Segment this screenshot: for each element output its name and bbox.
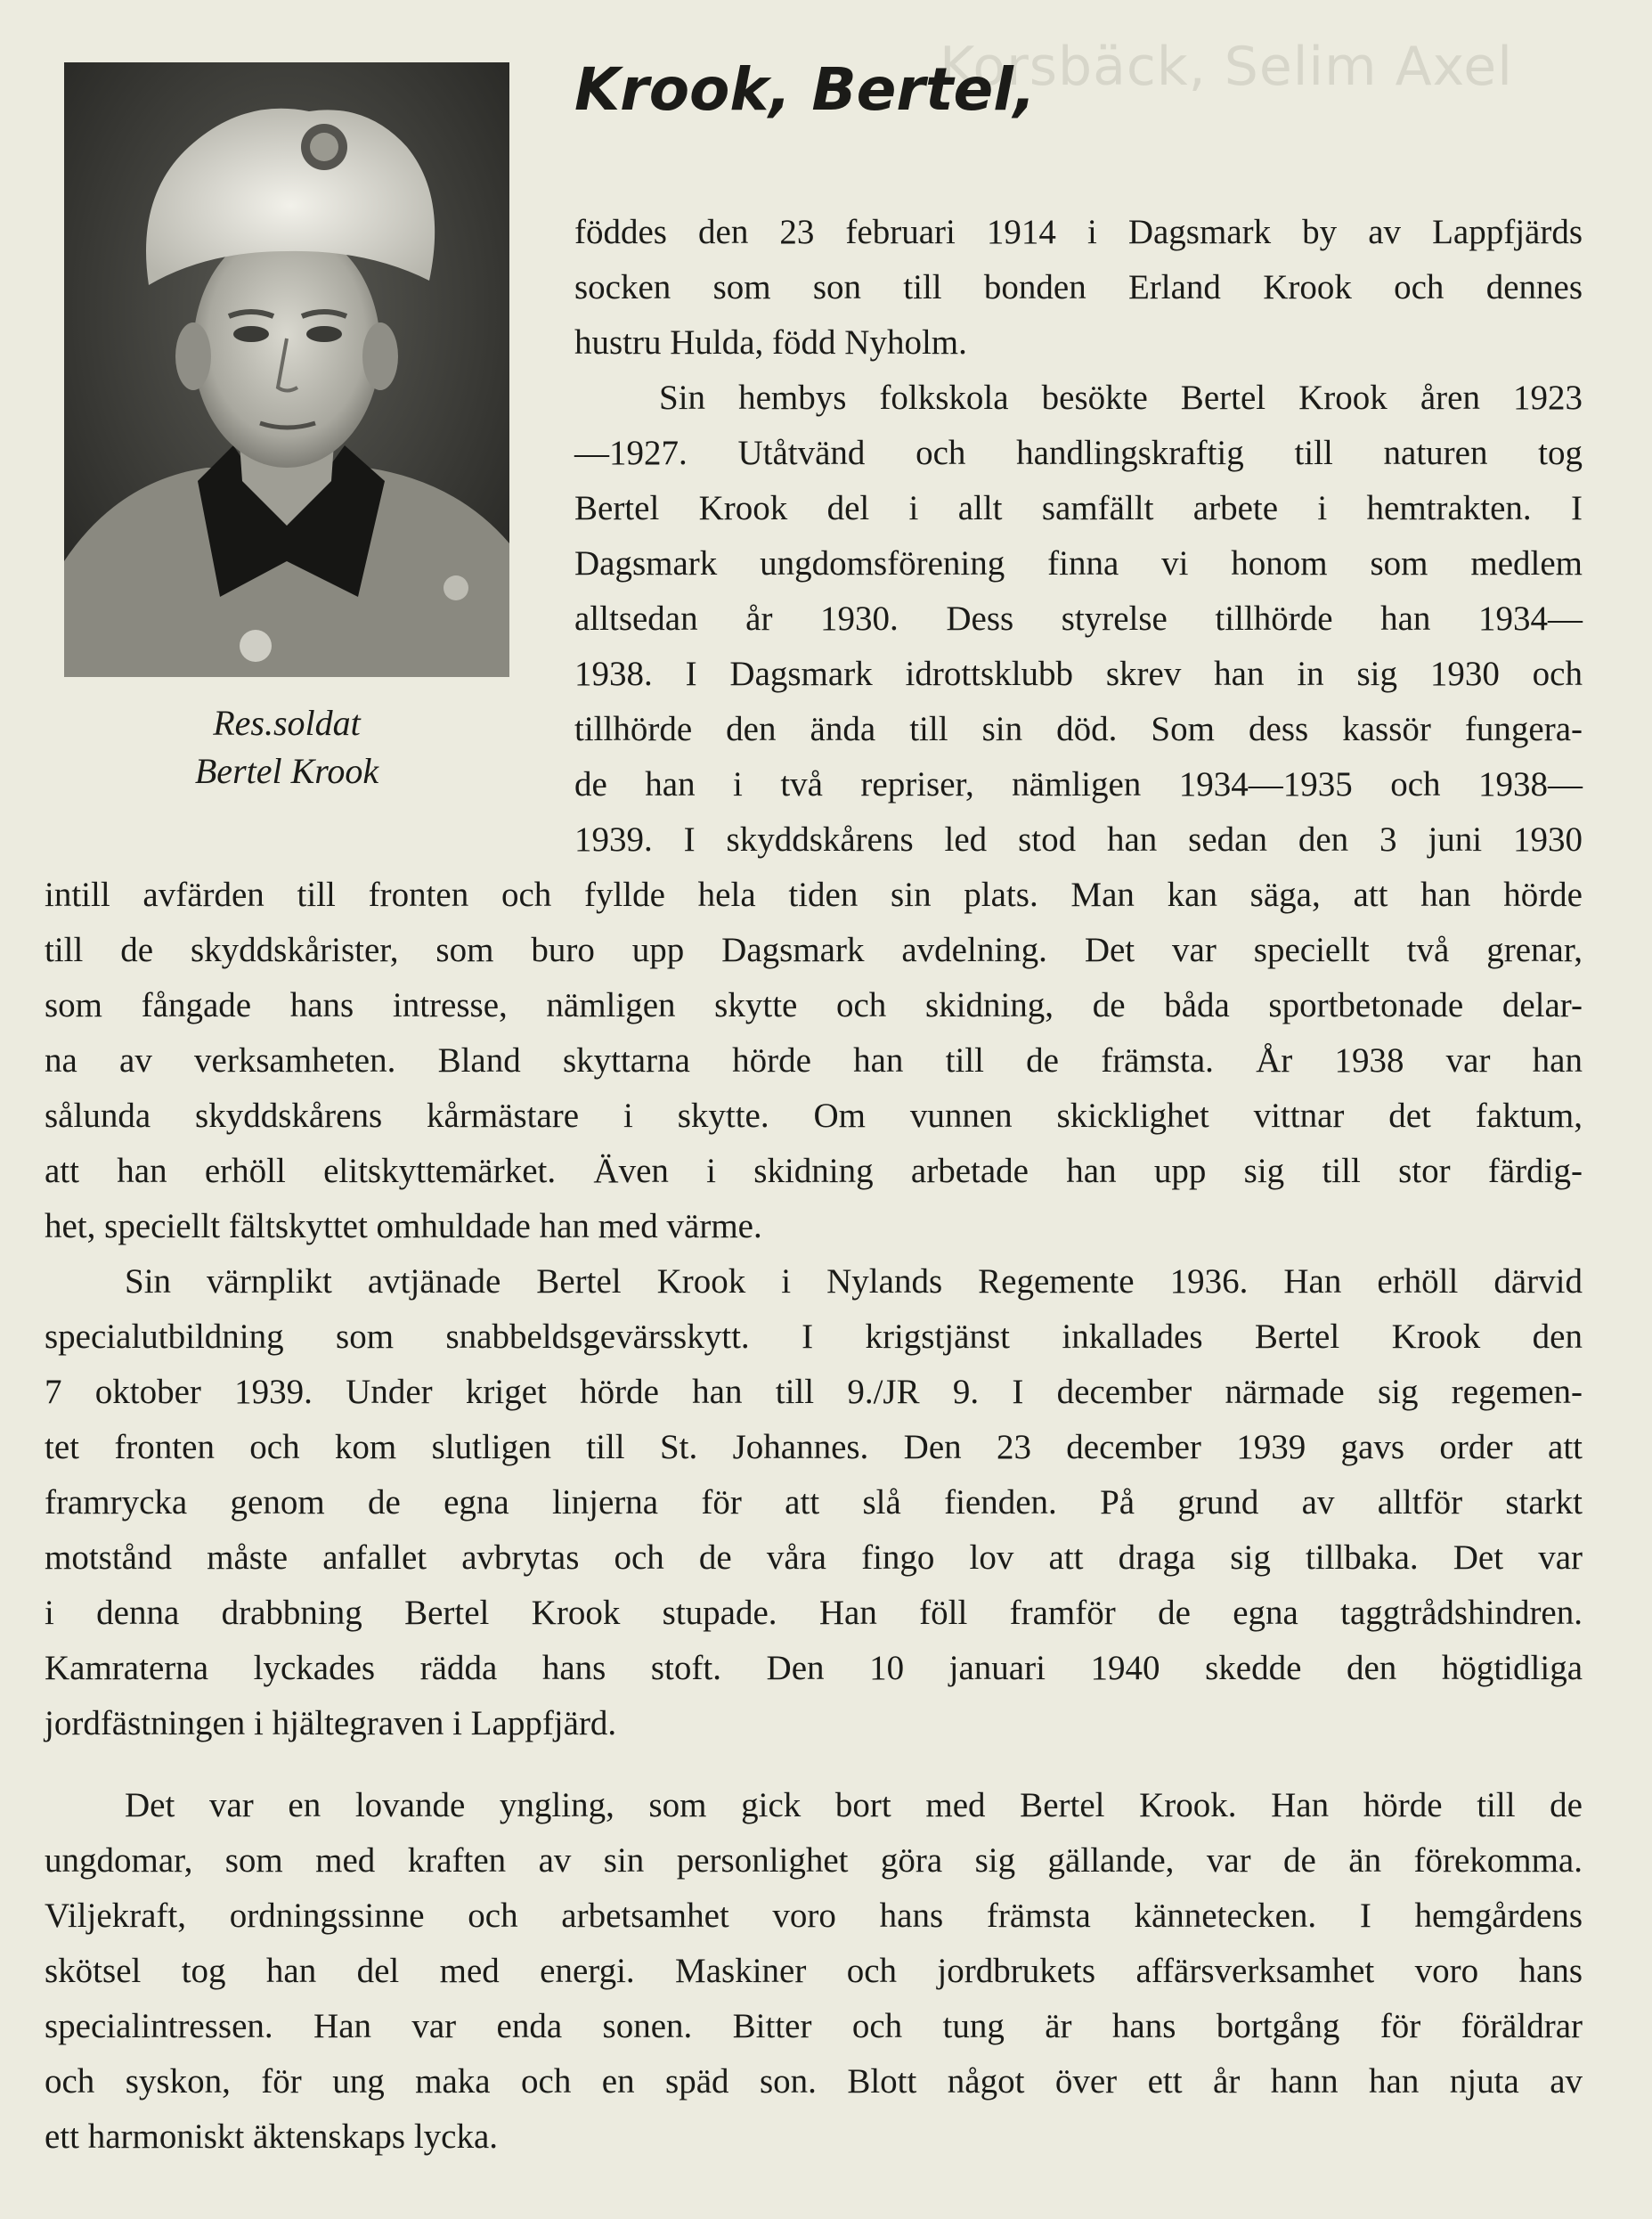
text-line: specialintressen. Han var enda sonen. Bitter och tung är hans bortgång för föräldrar <box>45 2007 1583 2045</box>
text-line: Dagsmark ungdomsförening finna vi honom som medlem <box>574 544 1583 583</box>
caption-name: Bertel Krook <box>194 751 379 791</box>
text-line: ett harmoniskt äktenskaps lycka. <box>45 2117 499 2156</box>
text-line: de han i två repriser, nämligen 1934—1935 och 1938— <box>574 765 1583 804</box>
text-line: Bertel Krook del i allt samfällt arbete i hemtrakten. I <box>574 489 1583 527</box>
photo-caption <box>64 699 509 795</box>
text-line: na av verksamheten. Bland skyttarna hörde han till de främsta. År 1938 var han <box>45 1041 1583 1080</box>
text-line: hustru Hulda, född Nyholm. <box>574 323 967 362</box>
text-line: tillhörde den ända till sin död. Som dess kassör fungera- <box>574 710 1583 748</box>
text-line: Kamraterna lyckades rädda hans stoft. Den 10 januari 1940 skedde den högtidliga <box>45 1649 1583 1687</box>
text-line: alltsedan år 1930. Dess styrelse tillhörde han 1934— <box>574 600 1583 638</box>
portrait-photo <box>64 62 509 677</box>
text-line: och syskon, för ung maka och en späd son. Blott något över ett år hann han njuta av <box>45 2062 1583 2101</box>
text-line: tet fronten och kom slutligen till St. Johannes. Den 23 december 1939 gavs order att <box>45 1428 1583 1466</box>
text-line: Det var en lovande yngling, som gick bort med Bertel Krook. Han hörde till de <box>125 1786 1583 1824</box>
text-line: ungdomar, som med kraften av sin personlighet göra sig gällande, var de än förekomma. <box>45 1841 1583 1880</box>
text-line: 1939. I skyddskårens led stod han sedan den 3 juni 1930 <box>574 820 1583 859</box>
text-line: specialutbildning som snabbeldsgevärsskytt. I krigstjänst inkallades Bertel Krook den <box>45 1318 1583 1356</box>
text-line: framrycka genom de egna linjerna för att slå fienden. På grund av alltför starkt <box>45 1483 1583 1521</box>
text-line: till de skyddskårister, som buro upp Dagsmark avdelning. Det var speciellt två grenar, <box>45 931 1583 969</box>
text-line: het, speciellt fältskyttet omhuldade han med värme. <box>45 1207 762 1245</box>
text-line: Sin hembys folkskola besökte Bertel Krook åren 1923 <box>659 379 1583 417</box>
caption-rank: Res.soldat <box>213 703 361 743</box>
bleed-through-text: Korsbäck, Selim Axel <box>940 36 1513 98</box>
text-line: 7 oktober 1939. Under kriget hörde han till 9./JR 9. I december närmade sig regemen- <box>45 1373 1583 1411</box>
text-line: föddes den 23 februari 1914 i Dagsmark by av Lappfjärds <box>574 213 1583 251</box>
text-line: sålunda skyddskårens kårmästare i skytte. Om vunnen skicklighet vittnar det faktum, <box>45 1097 1583 1135</box>
text-line: att han erhöll elitskyttemärket. Även i skidning arbetade han upp sig till stor färdig- <box>45 1152 1583 1190</box>
text-line: i denna drabbning Bertel Krook stupade. Han föll framför de egna taggtrådshindren. <box>45 1594 1583 1632</box>
page-title: Krook, Bertel, <box>574 55 1036 124</box>
text-line: intill avfärden till fronten och fyllde hela tiden sin plats. Man kan säga, att han hörde <box>45 876 1583 914</box>
text-line: skötsel tog han del med energi. Maskiner och jordbrukets affärsverksamhet voro hans <box>45 1952 1583 1990</box>
text-line: 1938. I Dagsmark idrottsklubb skrev han in sig 1930 och <box>574 655 1583 693</box>
text-line: som fångade hans intresse, nämligen skytte och skidning, de båda sportbetonade delar- <box>45 986 1583 1024</box>
text-line: Viljekraft, ordningssinne och arbetsamhet voro hans främsta kännetecken. I hemgårdens <box>45 1897 1583 1935</box>
text-line: motstånd måste anfallet avbrytas och de våra fingo lov att draga sig tillbaka. Det var <box>45 1538 1583 1577</box>
text-line: —1927. Utåtvänd och handlingskraftig till naturen tog <box>574 434 1583 472</box>
text-line: socken som son till bonden Erland Krook och dennes <box>574 268 1583 306</box>
text-line: Sin värnplikt avtjänade Bertel Krook i Nylands Regemente 1936. Han erhöll därvid <box>125 1262 1583 1301</box>
text-line: jordfästningen i hjältegraven i Lappfjärd. <box>45 1704 617 1742</box>
